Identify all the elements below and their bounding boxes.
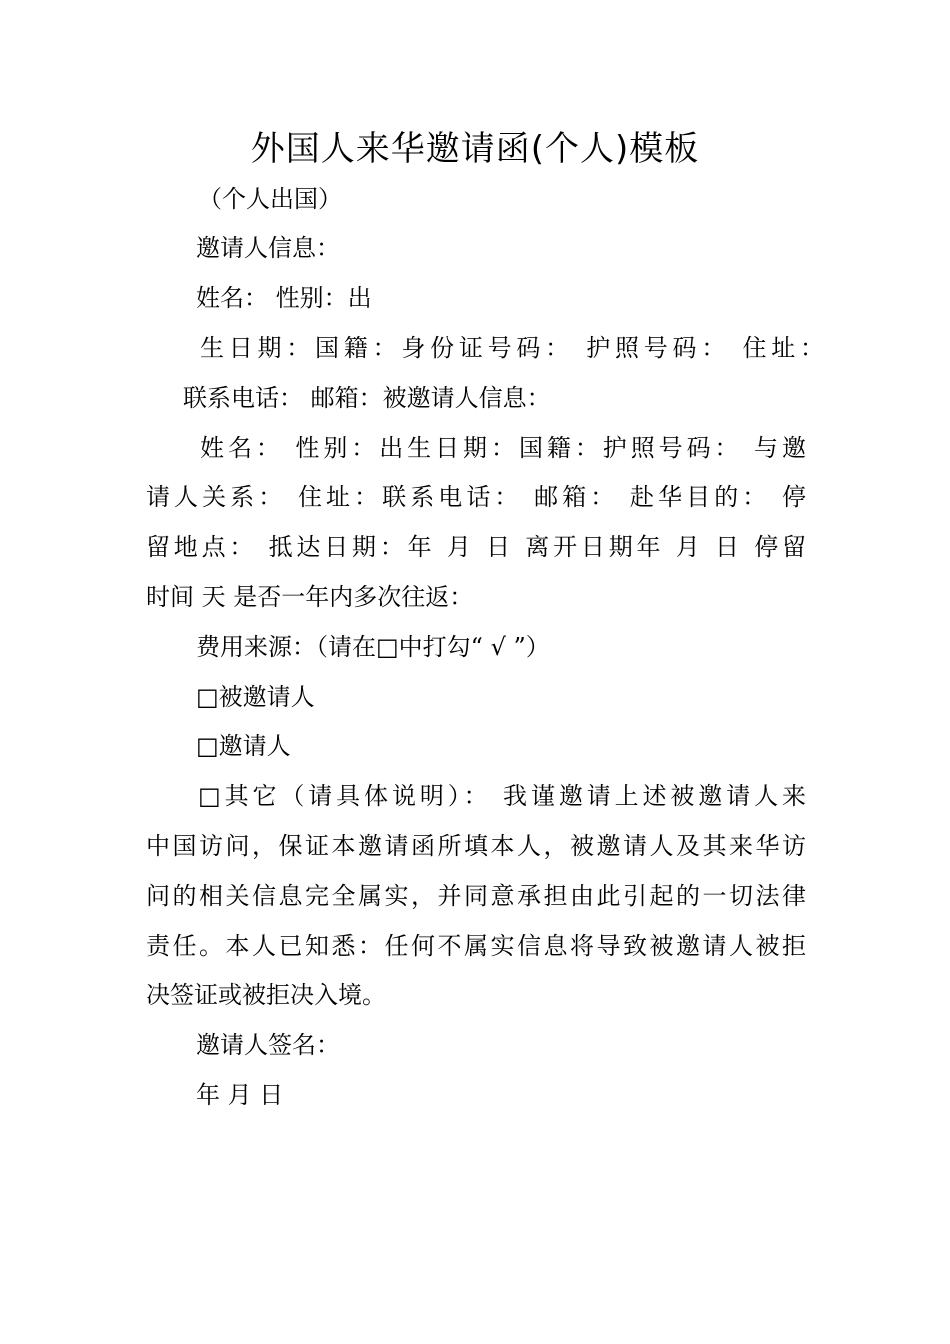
inviter-info-heading: 邀请人信息： — [196, 234, 340, 262]
text-line: 生日期：国籍：身份证号码： 护照号码： 住址： — [200, 334, 824, 362]
text-line: 责任。本人已知悉：任何不属实信息将导致被邀请人被拒 — [146, 932, 806, 960]
text-line: 请人关系： 住址：联系电话： 邮箱： 赴华目的： 停 — [146, 483, 806, 511]
text-line: 问的相关信息完全属实，并同意承担由此引起的一切法律 — [146, 882, 806, 910]
document-title: 外国人来华邀请函(个人)模板 — [250, 129, 700, 169]
text-line: 留地点： 抵达日期：年 月 日 离开日期年 月 日 停留 — [146, 533, 806, 561]
checkbox-option-invitee: □被邀请人 — [196, 683, 315, 711]
expense-source-line: 费用来源：（请在□中打勾“ √ ”） — [196, 633, 550, 661]
text-line: 姓名： 性别：出 — [196, 284, 372, 312]
date-line: 年 月 日 — [196, 1081, 284, 1109]
text-line: 中国访问，保证本邀请函所填本人，被邀请人及其来华访 — [146, 832, 806, 860]
subtitle-line: （个人出国） — [198, 185, 342, 213]
text-line: 决签证或被拒决入境。 — [146, 981, 386, 1009]
text-line: 时间 天 是否一年内多次往返： — [146, 583, 474, 611]
signature-line: 邀请人签名： — [196, 1031, 340, 1059]
checkbox-option-other: □其它（请具体说明）： 我谨邀请上述被邀请人来 — [198, 782, 806, 810]
checkbox-option-inviter: □邀请人 — [196, 732, 291, 760]
text-line: 姓名： 性别：出生日期：国籍：护照号码： 与邀 — [200, 434, 806, 462]
text-line: 联系电话： 邮箱：被邀请人信息： — [183, 384, 551, 412]
